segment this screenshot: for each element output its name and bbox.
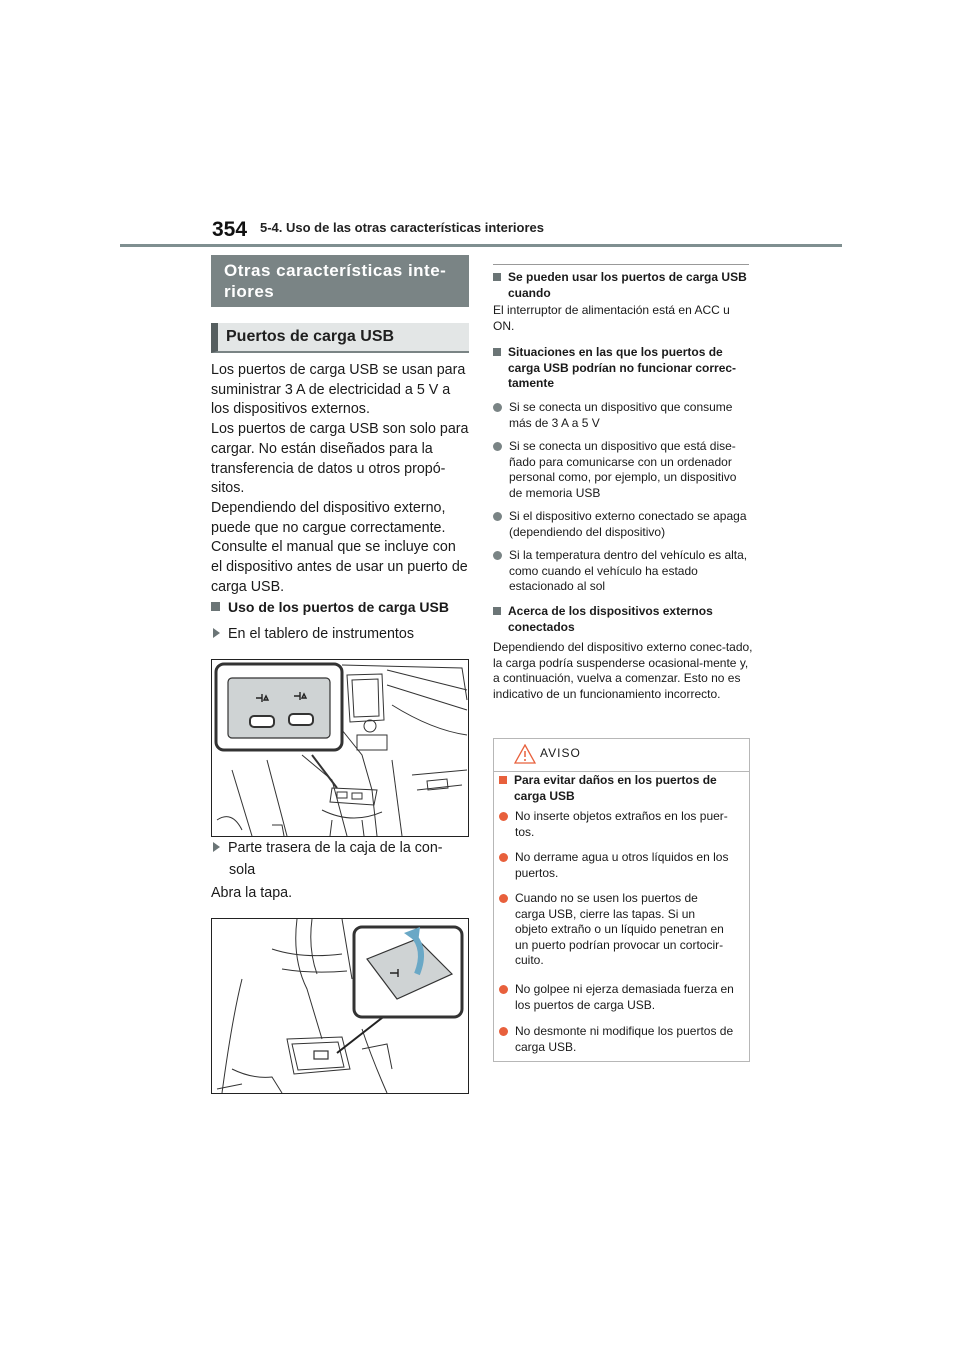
list-item: Si el dispositivo externo conectado se apaga (dependiendo del dispositivo) xyxy=(493,509,749,540)
section-title xyxy=(211,255,469,307)
square-bullet-icon xyxy=(493,348,501,356)
callout-box xyxy=(354,927,462,1017)
usage-heading: Uso de los puertos de carga USB xyxy=(211,599,449,615)
square-bullet-icon xyxy=(211,602,220,611)
warning-triangle-icon xyxy=(514,744,536,764)
location-label-console-rear: Parte trasera de la caja de la con- xyxy=(213,837,443,859)
external-devices-text: Dependiendo del dispositivo externo conec-tado, la carga podría suspenderse ocasional-mente y, a continuación, vuelva a comenzar. Esto no es indicativo de un funcionamiento incorrecto. xyxy=(493,640,753,701)
bullet-dot-icon xyxy=(499,853,508,862)
warning-item: No derrame agua u otros líquidos en los puertos. xyxy=(499,850,739,881)
page-number: 354 xyxy=(212,218,248,241)
warning-heading: Para evitar daños en los puertos de carga USB xyxy=(499,773,737,804)
open-lid-instruction: Abra la tapa. xyxy=(211,885,293,901)
rear-console-drawing xyxy=(212,919,468,1093)
bullet-dot-icon xyxy=(499,894,508,903)
square-bullet-icon xyxy=(493,273,501,281)
section-title-text: Otras características inte-riores xyxy=(224,261,447,301)
warning-item: No inserte objetos extraños en los puer-tos. xyxy=(499,809,739,840)
condition-text: El interruptor de alimentación está en ACC u ON. xyxy=(493,303,730,333)
intro-paragraph: Los puertos de carga USB se usan para suministrar 3 A de electricidad a 5 V a los dispositivos externos. xyxy=(211,362,466,418)
warning-item: No golpee ni ejerza demasiada fuerza en los puertos de carga USB. xyxy=(499,982,735,1013)
malfunction-heading: Situaciones en las que los puertos de carga USB podrían no funcionar correc-tamente xyxy=(493,345,749,392)
warning-item: No desmonte ni modifique los puertos de carga USB. xyxy=(499,1024,735,1055)
callout-box xyxy=(216,664,342,750)
column-rule xyxy=(493,264,749,265)
list-item: Si se conecta un dispositivo que está dise-ñado para comunicarse con un ordenador personal como, por ejemplo, un dispositivo de memoria USB xyxy=(493,439,749,501)
dashboard-drawing xyxy=(212,660,468,836)
condition-heading: Se pueden usar los puertos de carga USB cuando xyxy=(493,270,749,301)
bullet-dot-icon xyxy=(499,985,508,994)
running-header: 5-4. Uso de las otras características interiores xyxy=(260,220,544,235)
external-devices-heading: Acerca de los dispositivos externos conectados xyxy=(493,604,749,635)
location-label-console-rear-cont: sola xyxy=(229,862,256,878)
intro-text xyxy=(211,361,469,597)
header-rule xyxy=(120,244,842,247)
dashboard-usb-illustration xyxy=(211,659,469,837)
warning-label: AVISO xyxy=(540,746,581,760)
warning-header xyxy=(494,739,749,769)
list-item: Si la temperatura dentro del vehículo es alta, como cuando el vehículo ha estado estacionado al sol xyxy=(493,548,749,595)
bullet-dot-icon xyxy=(499,1027,508,1036)
triangle-bullet-icon xyxy=(213,628,220,638)
triangle-bullet-icon xyxy=(213,842,220,852)
bullet-dot-icon xyxy=(493,442,502,451)
rear-console-usb-illustration xyxy=(211,918,469,1094)
square-bullet-icon xyxy=(493,607,501,615)
bullet-dot-icon xyxy=(499,812,508,821)
intro-paragraph: Los puertos de carga USB son solo para cargar. No están diseñados para la transferencia de datos u otros propó-sitos. xyxy=(211,421,469,497)
bullet-dot-icon xyxy=(493,551,502,560)
list-item: Si se conecta un dispositivo que consume más de 3 A a 5 V xyxy=(493,400,749,431)
bullet-dot-icon xyxy=(493,512,502,521)
warning-rule xyxy=(494,771,749,772)
bullet-dot-icon xyxy=(493,403,502,412)
sub-title: Puertos de carga USB xyxy=(211,323,469,353)
intro-paragraph: Dependiendo del dispositivo externo, puede que no cargue correctamente. Consulte el manual que se incluye con el dispositivo antes de usar un puerto de carga USB. xyxy=(211,499,468,595)
warning-box xyxy=(493,738,750,1062)
location-label-dashboard: En el tablero de instrumentos xyxy=(213,623,414,645)
warning-item: Cuando no se usen los puertos de carga USB, cierre las tapas. Si un objeto extraño o un líquido penetran en un puerto podrían provocar un cortocir-cuito. xyxy=(499,891,731,969)
square-bullet-icon xyxy=(499,776,507,784)
